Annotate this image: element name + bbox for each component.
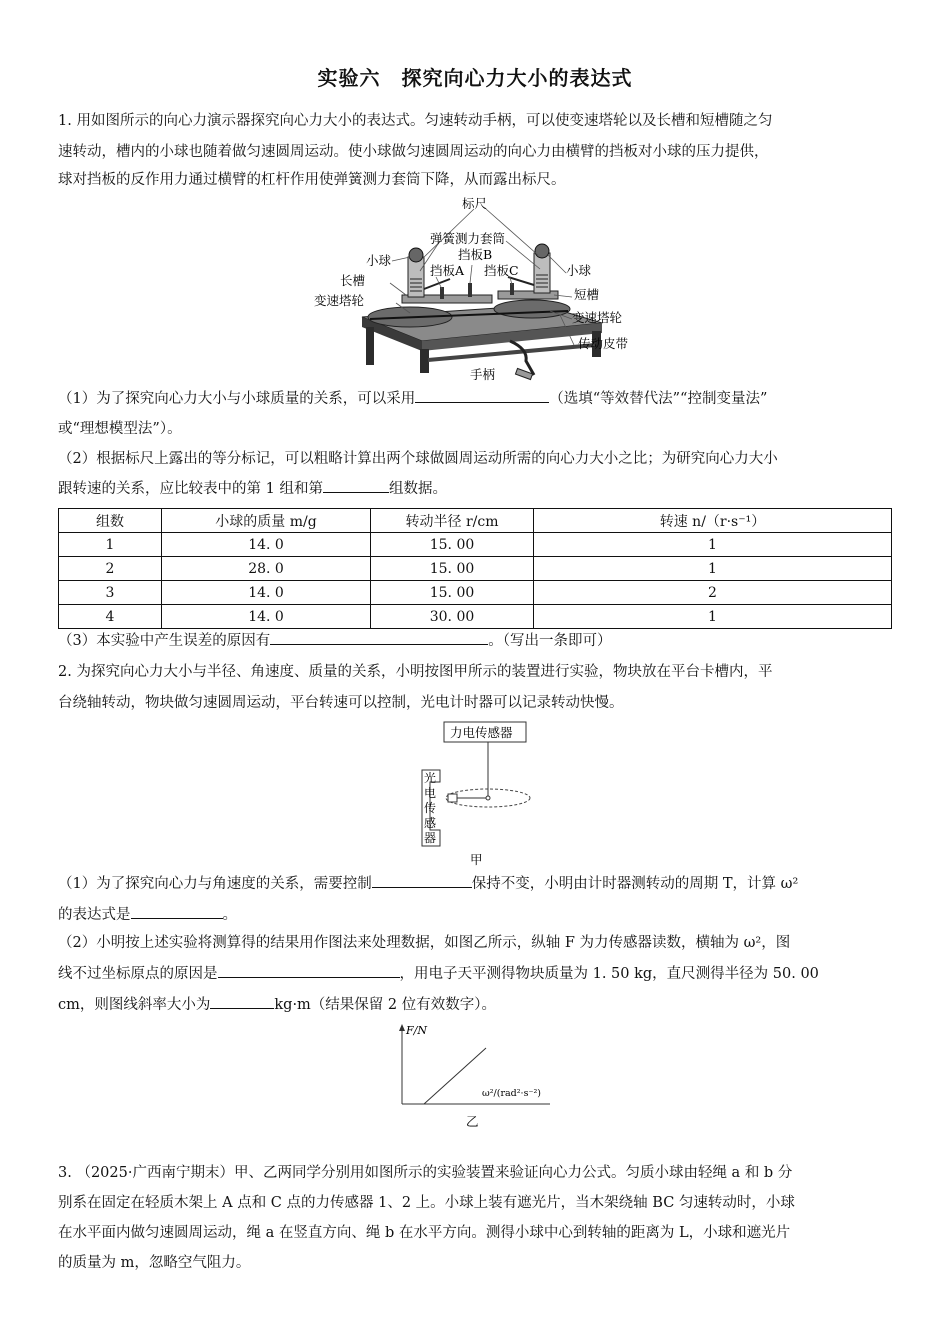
q2-sub2-line-2 [58,959,888,990]
pulley-right [494,300,570,318]
q1-intro-line-1: 1. 用如图所示的向心力演示器探究向心力大小的表达式。匀速转动手柄，可以使变速塔轮以及长槽和短槽随之匀 [58,113,773,129]
q1-sub3-text-a: （3）本实验中产生误差的原因有 [58,633,271,649]
q2-sub2-line-3 [58,990,888,1021]
figure-jia-caption: 甲 [470,852,483,867]
q3-line-1: 3. （2025·广西南宁期末）甲、乙两同学分别用如图所示的实验装置来验证向心力公式。匀质小球由轻绳 a 和 b 分 [58,1165,793,1181]
page-title: 实验六 探究向心力大小的表达式 [317,66,633,90]
figure-yi [390,1022,570,1132]
table-cell: 3 [59,581,162,605]
q1-sub3-text-b: 。（写出一条即可） [488,633,612,649]
leg-left-front [420,349,429,373]
label-pulley-right: 变速塔轮 [572,310,623,325]
label-spring-sleeve: 弹簧测力套筒 [430,231,506,246]
table-cell: 1 [534,557,892,581]
table-cell: 2 [534,581,892,605]
q1-sub2-answer-blank[interactable] [323,474,389,493]
baffle-b [468,283,472,297]
table-row [59,581,892,605]
q2-intro-line-2: 台绕轴转动，物块做匀速圆周运动，平台转速可以控制，光电计时器可以记录转动快慢。 [58,695,624,711]
table-header-cell: 转速 n/（r·s⁻¹） [534,509,892,533]
graph-line [424,1048,486,1104]
q3-line-4: 的质量为 m，忽略空气阻力。 [58,1255,251,1271]
label-drive-belt: 传动皮带 [578,336,629,351]
table-cell: 14. 0 [162,533,371,557]
q2-sub2-line-1: （2）小明按上述实验将测算得的结果用作图法来处理数据，如图乙所示，纵轴 F 为力传感器读数，横轴为 ω²，图 [58,935,791,951]
table-cell: 1 [59,533,162,557]
q3-line-3: 在水平面内做匀速圆周运动，绳 a 在竖直方向、绳 b 在水平方向。测得小球中心到转轴的距离为 L，小球和遮光片 [58,1225,791,1241]
figure-yi-caption: 乙 [466,1114,479,1129]
label-pulley-left: 变速塔轮 [314,293,365,308]
axis-point [486,796,490,800]
q1-sub1-line-2: 或“理想模型法”）。 [58,421,182,437]
table-header-cell: 组数 [59,509,162,533]
table-row [59,557,892,581]
q2-sub1-answer-blank-2[interactable] [131,900,223,919]
photo-sensor-char: 器 [424,831,437,845]
table-cell: 15. 00 [371,533,534,557]
q1-intro-line-3: 球对挡板的反作用力通过横臂的杠杆作用使弹簧测力套筒下降，从而露出标尺。 [58,172,566,188]
q1-sub2-text-b: 组数据。 [388,481,447,497]
q2-sub1-line-1 [58,869,888,900]
label-ball-left: 小球 [366,253,392,268]
x-axis-label: ω²/(rad²·s⁻²) [482,1088,541,1099]
photo-sensor-char: 感 [424,816,437,830]
y-axis-arrow [399,1024,405,1031]
label-ruler: 标尺 [462,196,488,211]
table-cell: 4 [59,605,162,629]
label-baffle-b: 挡板B [458,247,493,262]
q2-sub2-text-b: ，用电子天平测得物块质量为 1. 50 kg，直尺测得半径为 50. 00 [399,966,819,982]
label-baffle-c: 挡板C [484,263,519,278]
table-header-row [59,509,892,533]
label-ball-right: 小球 [566,263,592,278]
photo-sensor-char: 传 [424,801,437,815]
y-axis-label: F/N [406,1024,427,1037]
table-cell: 15. 00 [371,581,534,605]
q1-sub1-line-1 [58,384,888,415]
table-cell: 1 [534,605,892,629]
table-header-cell: 小球的质量 m/g [162,509,371,533]
leg-left-back [366,327,374,365]
q2-sub1-text-d: 。 [222,907,237,923]
q1-intro-line-2: 速转动，槽内的小球也随着做匀速圆周运动。使小球做匀速圆周运动的向心力由横臂的挡板对小球的压力提供， [58,144,769,160]
figure-jia [400,718,560,868]
q2-sub1-text-c: 的表达式是 [58,907,131,923]
label-short-slot: 短槽 [574,287,600,302]
lever-left [424,279,450,289]
table-cell: 2 [59,557,162,581]
ball-right [535,244,549,258]
q3-line-2: 别系在固定在轻质木架上 A 点和 C 点的力传感器 1、2 上。小球上装有遮光片，当木架绕轴 BC 匀速转动时，小球 [58,1195,795,1211]
q2-sub1-text-b: 保持不变，小明由计时器测转动的周期 T，计算 ω² [471,876,799,892]
q1-sub2-text-a: 跟转速的关系，应比较表中的第 1 组和第 [58,481,323,497]
table-cell: 30. 00 [371,605,534,629]
q2-sub2-answer-blank-2[interactable] [210,990,274,1009]
q2-sub1-answer-blank-1[interactable] [372,869,472,888]
q1-data-table [58,508,892,629]
table-cell: 14. 0 [162,605,371,629]
q2-sub2-text-c: cm，则图线斜率大小为 [58,997,211,1013]
photo-sensor-char: 电 [424,786,437,800]
table-header-cell: 转动半径 r/cm [371,509,534,533]
table-cell: 28. 0 [162,557,371,581]
table-row [59,605,892,629]
ball-left [409,248,423,262]
q1-sub2-line-2 [58,474,888,505]
q1-sub1-answer-blank[interactable] [415,384,549,403]
label-baffle-a: 挡板A [430,263,465,278]
table-cell: 1 [534,533,892,557]
photo-sensor-char: 光 [424,771,437,785]
table-cell: 14. 0 [162,581,371,605]
q1-sub1-text-a: （1）为了探究向心力大小与小球质量的关系，可以采用 [58,391,416,407]
label-long-slot: 长槽 [340,273,366,288]
label-handle: 手柄 [470,367,496,382]
q2-sub2-text-a: 线不过坐标原点的原因是 [58,966,218,982]
q1-sub1-text-b: （选填“等效替代法”“控制变量法” [549,391,768,407]
q2-sub1-line-2 [58,900,888,931]
table-cell: 15. 00 [371,557,534,581]
q2-sub1-text-a: （1）为了探究向心力与角速度的关系，需要控制 [58,876,372,892]
q1-sub3-line [58,626,888,657]
table-row [59,533,892,557]
force-sensor-label: 力电传感器 [450,725,513,740]
q2-sub2-text-d: kg·m（结果保留 2 位有效数字）。 [274,997,496,1013]
q1-sub2-line-1: （2）根据标尺上露出的等分标记，可以粗略计算出两个球做圆周运动所需的向心力大小之比；为研究向心力大小 [58,451,778,467]
q2-sub2-answer-blank-1[interactable] [218,959,400,978]
block [448,794,457,802]
q2-intro-line-1: 2. 为探究向心力大小与半径、角速度、质量的关系，小明按图甲所示的装置进行实验，物块放在平台卡槽内，平 [58,664,773,680]
centripetal-demonstrator-figure [310,195,650,385]
q1-sub3-answer-blank[interactable] [270,626,488,645]
